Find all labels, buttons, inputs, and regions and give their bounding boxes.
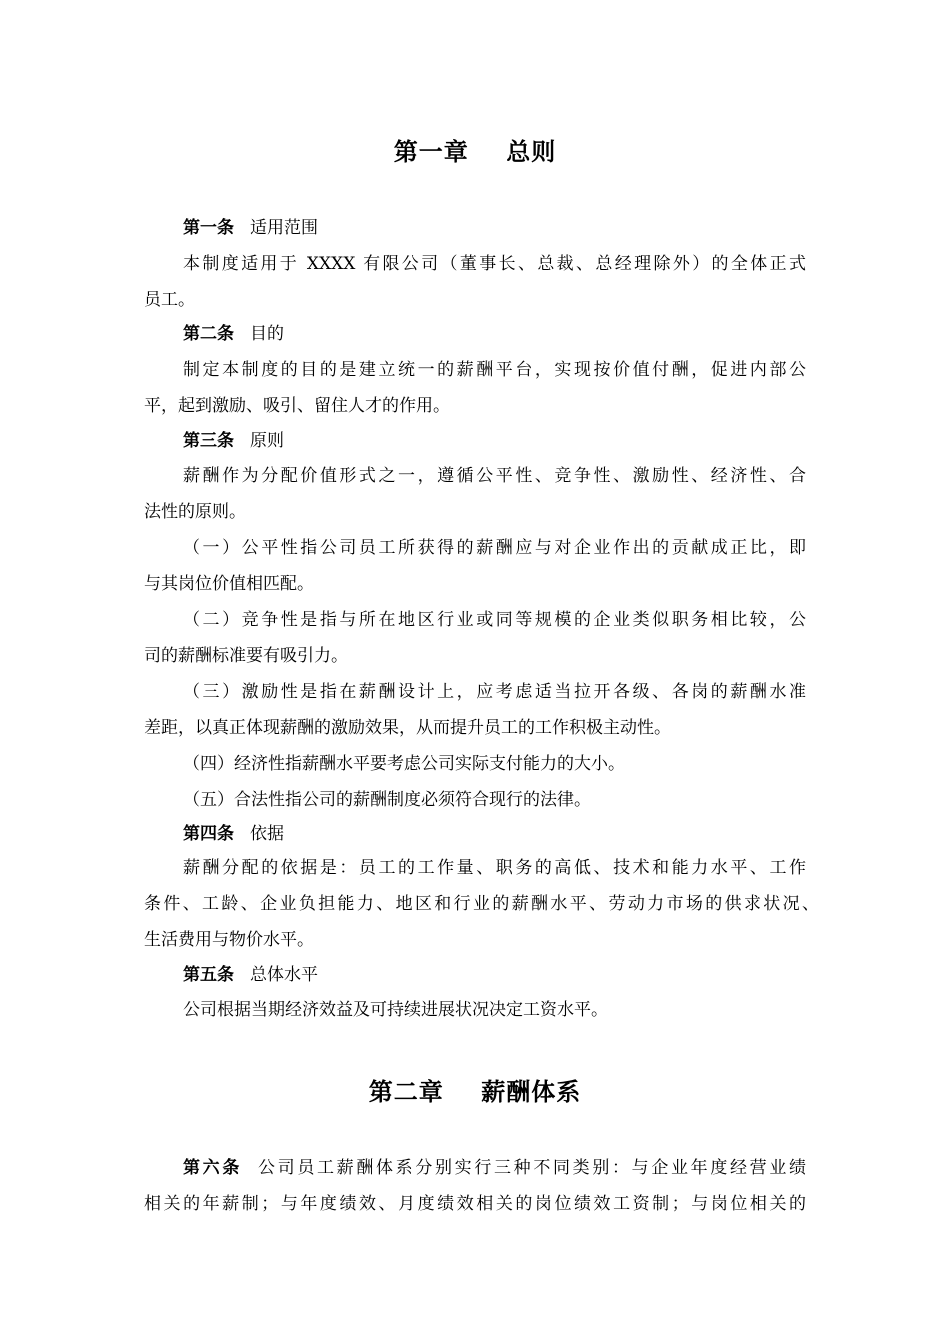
article-1-heading: 适用范围 [250, 218, 318, 238]
article-5-header [183, 960, 318, 985]
principle-2-line-2: 司的薪酬标准要有吸引力。 [144, 646, 348, 666]
article-6-line-1 [183, 1153, 806, 1178]
article-6-label: 第六条 [183, 1158, 242, 1178]
article-1-line-2: 员工。 [144, 290, 195, 310]
article-1-label: 第一条 [183, 218, 234, 238]
article-2-line-2: 平，起到激励、吸引、留住人才的作用。 [144, 396, 450, 416]
article-2-label: 第二条 [183, 324, 234, 344]
article-4-line-2: 条件、工龄、企业负担能力、地区和行业的薪酬水平、劳动力市场的供求状况、 [144, 894, 819, 914]
article-3-label: 第三条 [183, 431, 234, 451]
article-5-label: 第五条 [183, 965, 234, 985]
principle-3-line-1: （三）激励性是指在薪酬设计上，应考虑适当拉开各级、各岗的薪酬水准 [183, 682, 806, 702]
article-2-header [183, 319, 284, 344]
principle-2-line-1: （二）竞争性是指与所在地区行业或同等规模的企业类似职务相比较，公 [183, 610, 806, 630]
article-3-header [183, 426, 284, 451]
article-4-label: 第四条 [183, 824, 234, 844]
article-5-line-1: 公司根据当期经济效益及可持续进展状况决定工资水平。 [183, 1000, 608, 1020]
principle-5-line-1: （五）合法性指公司的薪酬制度必须符合现行的法律。 [183, 790, 591, 810]
principle-3-line-2: 差距，以真正体现薪酬的激励效果，从而提升员工的工作积极主动性。 [144, 718, 671, 738]
principle-1-line-1: （一）公平性指公司员工所获得的薪酬应与对企业作出的贡献成正比，即 [183, 538, 806, 558]
article-3-line-1: 薪酬作为分配价值形式之一，遵循公平性、竞争性、激励性、经济性、合 [183, 466, 806, 486]
principle-4-line-1: （四）经济性指薪酬水平要考虑公司实际支付能力的大小。 [183, 754, 625, 774]
article-4-header [183, 819, 284, 844]
article-6-line-2: 相关的年薪制；与年度绩效、月度绩效相关的岗位绩效工资制；与岗位相关的 [144, 1194, 806, 1214]
article-6-text-1: 公司员工薪酬体系分别实行三种不同类别：与企业年度经营业绩 [258, 1158, 806, 1178]
article-3-line-2: 法性的原则。 [144, 502, 246, 522]
chapter-1-title: 第一章 总则 [393, 137, 557, 166]
article-1-header [183, 213, 318, 238]
chapter-2-title: 第二章 薪酬体系 [368, 1077, 582, 1106]
article-4-heading: 依据 [250, 824, 284, 844]
article-5-heading: 总体水平 [250, 965, 318, 985]
article-4-line-3: 生活费用与物价水平。 [144, 930, 314, 950]
article-1-line-1: 本制度适用于 XXXX 有限公司（董事长、总裁、总经理除外）的全体正式 [183, 254, 806, 274]
article-2-heading: 目的 [250, 324, 284, 344]
article-4-line-1: 薪酬分配的依据是：员工的工作量、职务的高低、技术和能力水平、工作 [183, 858, 806, 878]
principle-1-line-2: 与其岗位价值相匹配。 [144, 574, 314, 594]
article-2-line-1: 制定本制度的目的是建立统一的薪酬平台，实现按价值付酬，促进内部公 [183, 360, 806, 380]
article-3-heading: 原则 [250, 431, 284, 451]
